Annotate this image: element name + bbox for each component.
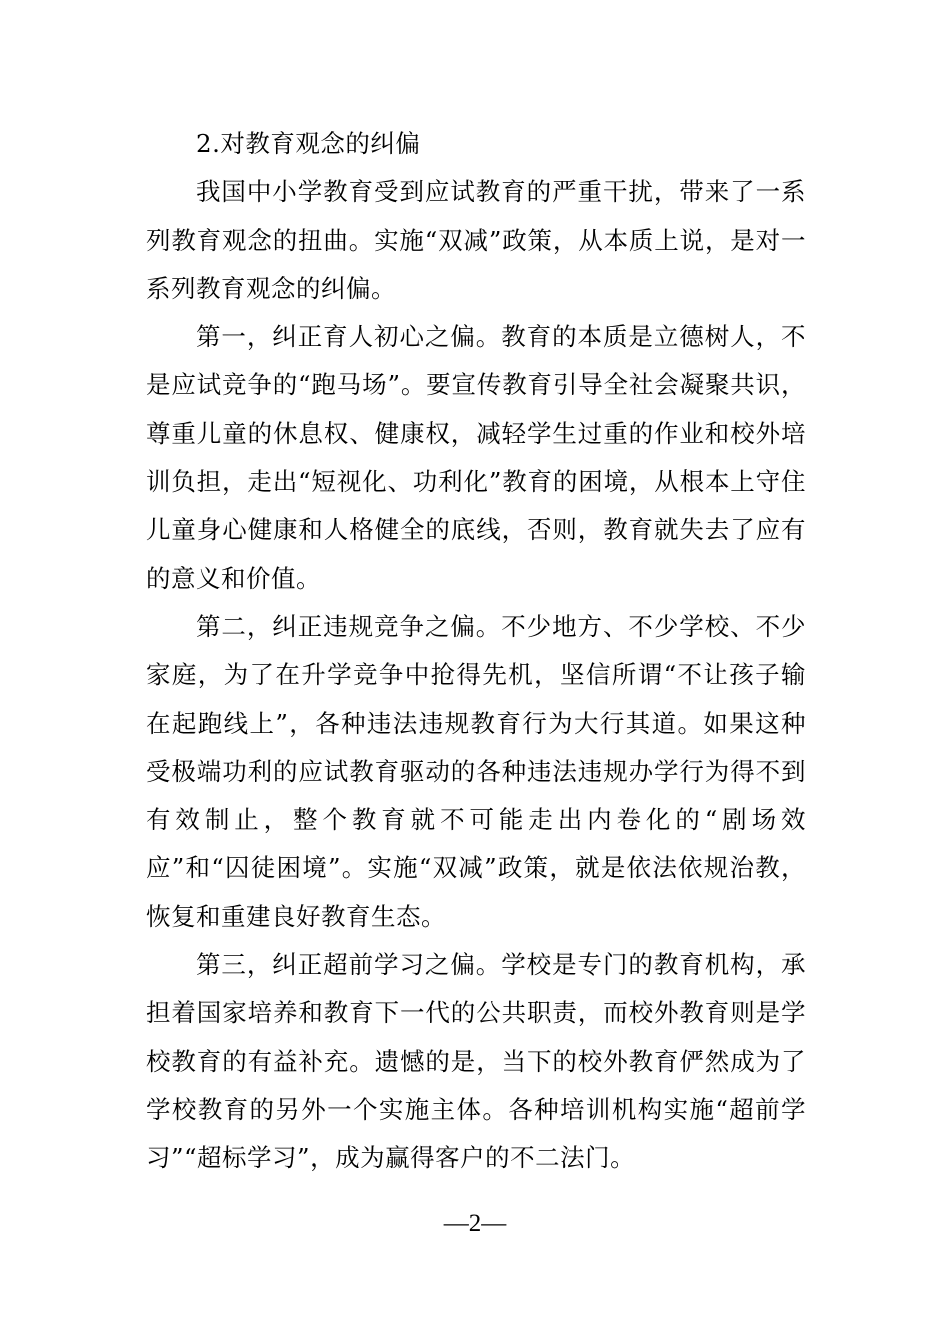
page-number: —2—: [443, 1210, 507, 1237]
section-heading: 2.对教育观念的纠偏: [196, 129, 421, 158]
page-content: [146, 120, 806, 1183]
paragraph-second-point: 第二，纠正违规竞争之偏。不少地方、不少学校、不少家庭，为了在升学竞争中抢得先机，坚信所谓“不让孩子输在起跑线上”，各种违法违规教育行为大行其道。如果这种受极端功利的应试教育驱动的各种违法违规办学行为得不到有效制止，整个教育就不可能走出内卷化的“剧场效应”和“囚徒困境”。实施“双减”政策，就是依法依规治教，恢复和重建良好教育生态。: [146, 611, 806, 931]
paragraph-third-point: 第三，纠正超前学习之偏。学校是专门的教育机构，承担着国家培养和教育下一代的公共职责，而校外教育则是学校教育的有益补充。遗憾的是，当下的校外教育俨然成为了学校教育的另外一个实施主体。各种培训机构实施“超前学习”“超标学习”，成为赢得客户的不二法门。: [146, 950, 806, 1173]
paragraph-first-point: 第一，纠正育人初心之偏。教育的本质是立德树人，不是应试竞争的“跑马场”。要宣传教育引导全社会凝聚共识，尊重儿童的休息权、健康权，减轻学生过重的作业和校外培训负担，走出“短视化、功利化”教育的困境，从根本上守住儿童身心健康和人格健全的底线，否则，教育就失去了应有的意义和价值。: [146, 322, 806, 593]
paragraph-intro: 我国中小学教育受到应试教育的严重干扰，带来了一系列教育观念的扭曲。实施“双减”政策，从本质上说，是对一系列教育观念的纠偏。: [146, 177, 806, 303]
